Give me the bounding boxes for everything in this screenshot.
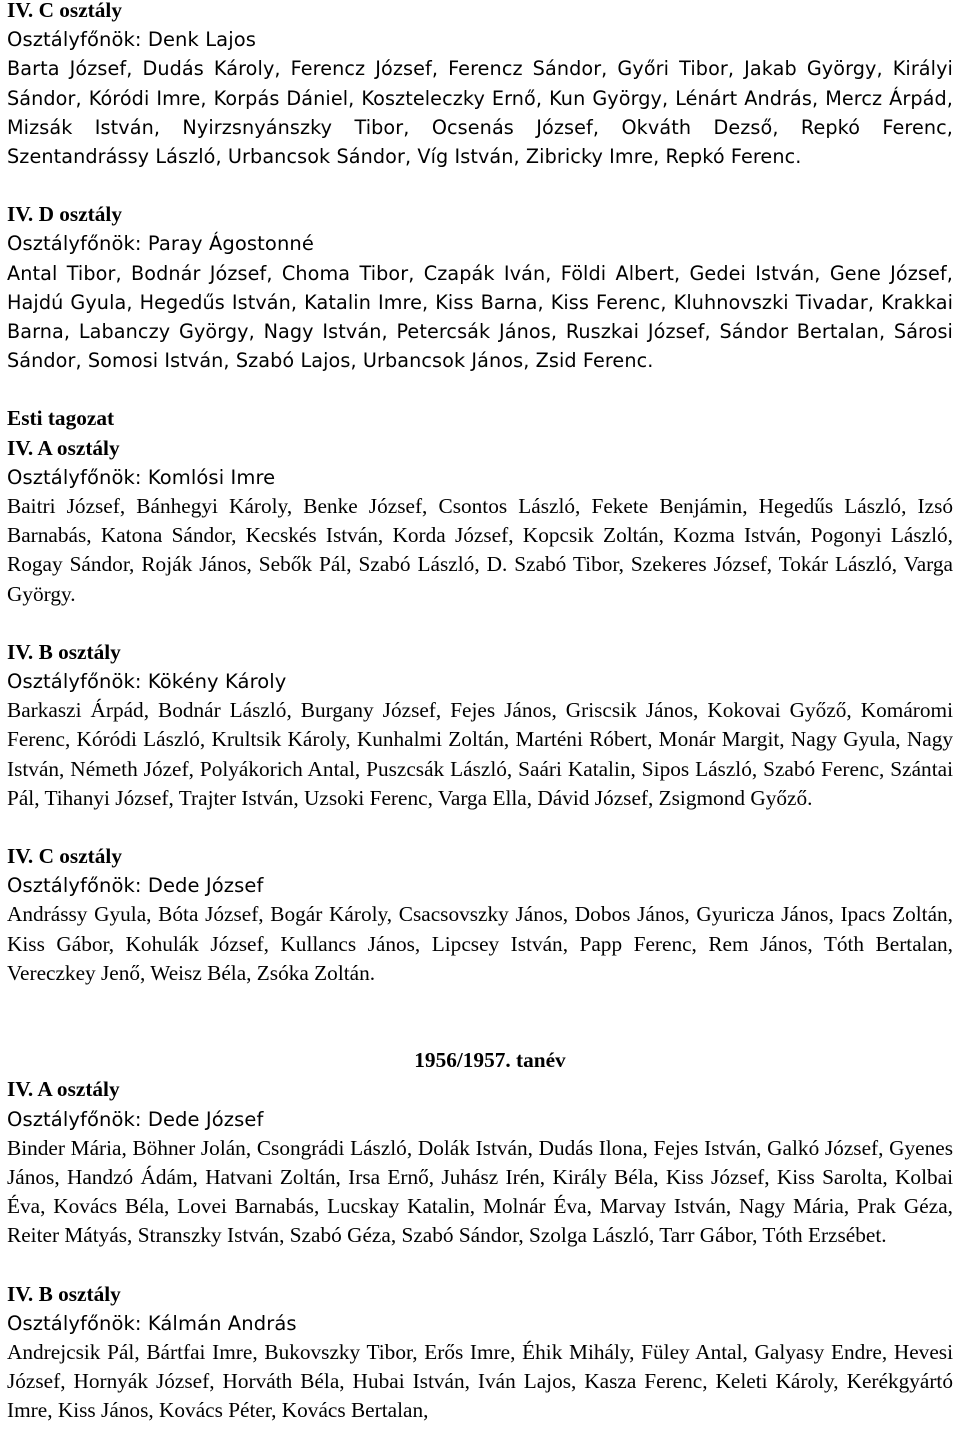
student-names: Baitri József, Bánhegyi Károly, Benke József, Csontos László, Fekete Benjámin, Hegedűs László, Izsó Barnabás, Katona Sándor, Kecskés István, Korda József, Kopcsik Zoltán, Kozma István, Pogonyi László, Rogay Sándor, Roják János, Sebők Pál, Szabó László, D. Szabó Tibor, Szekeres József, Tokár László, Varga György. (7, 494, 953, 606)
class-title: IV. C osztály (7, 0, 122, 22)
student-names: Binder Mária, Böhner Jolán, Csongrádi László, Dolák István, Dudás Ilona, Fejes István, Galkó József, Gyenes János, Handzó Ádám, Hatvani Zoltán, Irsa Ernő, Juhász Irén, Király Béla, Kiss József, Kiss Sarolta, Kolbai Éva, Kovács Béla, Lovei Barnabás, Lucskay Katalin, Molnár Éva, Marvay István, Nagy Mária, Prak Géza, Reiter Mátyás, Stranszky István, Szabó Géza, Szabó Sándor, Szolga László, Tarr Gábor, Tóth Erzsébet. (7, 1135, 953, 1248)
class-section-c-evening (7, 842, 953, 988)
class-section-a-1956 (7, 1075, 953, 1250)
class-title: IV. C osztály (7, 844, 122, 869)
class-teacher: Osztályfőnök: Kálmán András (7, 1311, 297, 1335)
class-teacher: Osztályfőnök: Paray Ágostonné (7, 232, 314, 256)
student-names: Andrejcsik Pál, Bártfai Imre, Bukovszky Tibor, Erős Imre, Éhik Mihály, Füley Antal, Galyasy Endre, Hevesi József, Hornyák József, Horváth Béla, Hubai István, Iván Lajos, Kasza Ferenc, Keleti Károly, Kerékgyártó Imre, Kiss János, Kovács Péter, Kovács Bertalan, (7, 1339, 953, 1423)
school-year-heading: 1956/1957. tanév (414, 1048, 566, 1073)
class-teacher: Osztályfőnök: Dede József (7, 874, 264, 898)
spacer (7, 375, 953, 404)
student-names: Barkaszi Árpád, Bodnár László, Burgany József, Fejes János, Griscsik János, Kokovai Győző, Komáromi Ferenc, Kóródi László, Krultsik Károly, Kunhalmi Zoltán, Marténi Róbert, Monár Margit, Nagy Gyula, Nagy István, Németh Józef, Polyákorich Antal, Puszcsák László, Saári Katalin, Sipos László, Szabó Ferenc, Szántai Pál, Tihanyi József, Trajter István, Uzsoki Ferenc, Varga Ella, Dávid József, Zsigmond Győző. (7, 698, 953, 810)
spacer (7, 813, 953, 842)
class-title: IV. A osztály (7, 435, 120, 460)
class-teacher: Osztályfőnök: Kökény Károly (7, 670, 287, 694)
spacer (7, 1251, 953, 1280)
spacer (7, 171, 953, 200)
class-title: IV. B osztály (7, 639, 121, 664)
spacer (7, 609, 953, 638)
class-section-b-1956 (7, 1280, 953, 1426)
class-section-a-evening (7, 434, 953, 609)
class-title: IV. D osztály (7, 202, 122, 227)
student-names: Barta József, Dudás Károly, Ferencz József, Ferencz Sándor, Győri Tibor, Jakab György, Királyi Sándor, Kóródi Imre, Korpás Dániel, Koszteleczky Ernő, Kun György, Lénárt András, Mercz Árpád, Mizsák István, Nyirzsnyánszky Tibor, Ocsenás József, Okváth Dezső, Repkó Ferenc, Szentandrássy László, Urbancsok Sándor, Víg István, Zibricky Imre, Repkó Ferenc. (7, 57, 953, 169)
class-title: IV. B osztály (7, 1281, 121, 1306)
class-teacher: Osztályfőnök: Komlósi Imre (7, 465, 276, 489)
class-section-c-day (7, 0, 953, 171)
student-names: Antal Tibor, Bodnár József, Choma Tibor, Czapák Iván, Földi Albert, Gedei István, Gene József, Hajdú Gyula, Hegedűs István, Katalin Imre, Kiss Barna, Kiss Ferenc, Kluhnovszki Tivadar, Krakkai Barna, Labanczy György, Nagy István, Petercsák János, Ruszkai József, Sándor Bertalan, Sárosi Sándor, Somosi István, Szabó Lajos, Urbancsok János, Zsid Ferenc. (7, 261, 953, 373)
class-teacher: Osztályfőnök: Denk Lajos (7, 28, 257, 52)
class-teacher: Osztályfőnök: Dede József (7, 1107, 264, 1131)
evening-section-heading: Esti tagozat (7, 406, 115, 431)
class-section-b-evening (7, 638, 953, 813)
spacer (7, 988, 953, 1017)
class-title: IV. A osztály (7, 1077, 120, 1102)
class-section-d-day (7, 200, 953, 375)
student-names: Andrássy Gyula, Bóta József, Bogár Károly, Csacsovszky János, Dobos János, Gyuricza János, Ipacs Zoltán, Kiss Gábor, Kohulák József, Kullancs János, Lipcsey István, Papp Ferenc, Rem János, Tóth Bertalan, Vereczkey Jenő, Weisz Béla, Zsóka Zoltán. (7, 902, 953, 985)
spacer (7, 1017, 953, 1046)
